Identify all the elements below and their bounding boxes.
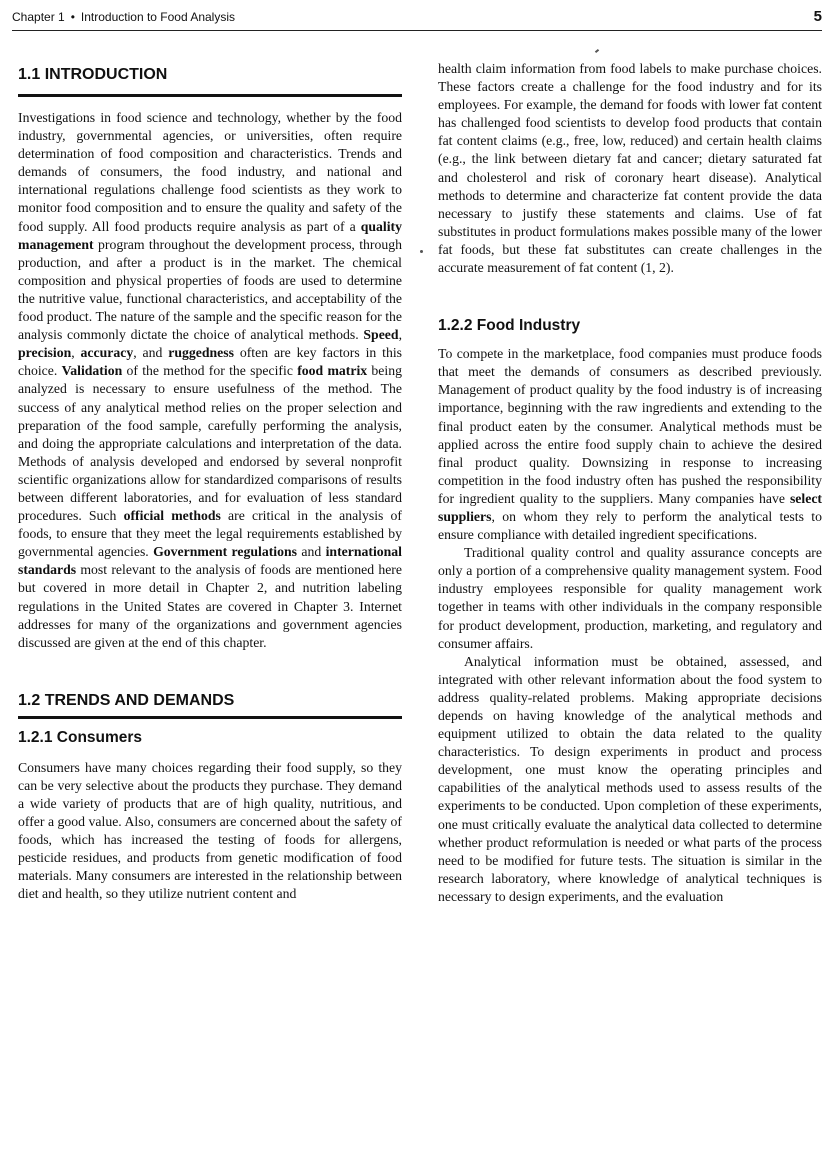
subsection-heading-food-industry: 1.2.2 Food Industry [438,317,581,335]
term-precision: precision [18,345,72,361]
subsection-heading-consumers: 1.2.1 Consumers [18,728,143,746]
term-government-regulations: Government regulations [153,544,298,560]
section-heading-trends: 1.2 TRENDS AND DEMANDS [18,688,402,719]
bullet-separator: • [70,10,75,24]
text-run: , on whom they rely to perform the analytical tests to ensure compliance with detailed ingredient specifications. [438,508,822,543]
food-industry-paragraph-1 [438,345,822,544]
food-industry-paragraph-3: Analytical information must be obtained, assessed, and integrated with other relevant information about the food system to address quality-related problems. Making appropriate decisions depends on having knowledge of the analytical methods and equipment utilized to obtain the data related to the quality characteristics. To design experiments in product and process development, one must know the operating principles and capabilities of the analytical methods used to assess results of the experiments to be conducted. Upon completion of these experiments, one must critically evaluate the analytical data collected to determine whether product reformulation is needed or what parts of the process need to be modified for future tests. The situation is similar in the research laboratory, where knowledge of analytical techniques is necessary to design experiments, and the evaluation [438,653,822,904]
term-official-methods: official methods [123,508,221,524]
term-speed: Speed [363,327,399,343]
stray-mark [595,49,599,53]
text-run: , and [133,345,169,361]
text-run: program throughout the development process, through production, and after a product is in the market. The chemical composition and physical properties of foods are used to determine the nutritive value, functional characteristics, and acceptability of the food product. The nature of the sample and the specific reason for the analysis commonly dictate the choice of analytical methods. [18,236,402,343]
right-column [438,60,822,906]
text-run: To compete in the marketplace, food companies must produce foods that meet the demands of consumers as described previously. Management of product quality by the food industry is of increasing importance, beginning with the raw ingredients and extending to the final product eaten by the consumer. Analytical methods must be applied across the entire food supply chain to achieve the desired final product quality. Downsizing in response to increasing competition in the food industry often has pushed the responsibility for ingredient quality to the suppliers. Many companies have [438,346,822,506]
chapter-label [12,10,235,24]
stray-dot [420,250,423,253]
text-run: being analyzed is necessary to ensure usefulness of the method. The success of any analytical method relies on the proper selection and preparation of the food sample, carefully performing the analysis, and doing the appropriate calculations and interpretation of the data. Methods of analysis developed and endorsed by several nonprofit scientific organizations allow for standardized comparisons of results between different laboratories, and for evaluation of less standard procedures. Such [18,363,402,524]
page-number: 5 [813,8,822,25]
consumers-paragraph-continued: health claim information from food labels to make purchase choices. These factors create a challenge for the food industry and for its employees. For example, the demand for foods with lower fat content has challenged food scientists to develop food products that contain fat content claims (e.g., free, low, reduced) and certain health claims (e.g., the link between dietary fat and cancer; dietary saturated fat and cholesterol and risk of coronary heart disease). Analytical methods to determine and characterize fat content provide the data necessary to justify these statements and claims. Use of fat substitutes in product formulations makes possible many of the lower fat foods, but these fat substitutes can create challenges in the accurate measurement of fat content (1, 2). [438,61,822,276]
intro-paragraph [18,109,402,652]
food-industry-paragraph-2: Traditional quality control and quality assurance concepts are only a portion of a comprehensive quality management system. Food industry employees responsible for quality management work together in teams with other individuals in the company responsible for product development, production, marketing, and regulatory and consumer affairs. [438,545,822,651]
text-run: often are key factors in this choice. [18,345,403,379]
text-run: , [398,327,402,343]
chapter-title: Introduction to Food Analysis [80,10,235,24]
text-run: Investigations in food science and technology, whether by the food industry, governmental agencies, or universities, often require determination of food composition and characteristics. Trends and demands of consumers, the food industry, and national and international regulations challenge food scientists as they work to monitor food composition and to ensure the quality and safety of the food supply. All food products require analysis as part of a [18,110,402,234]
term-international-standards: international standards [18,544,402,578]
term-food-matrix: food matrix [297,363,368,379]
text-run: most relevant to the analysis of foods are mentioned here but covered in more detail in Chapter 2, and nutrition labeling regulations in the United States are covered in Chapter 3. Internet addresses for many of the organizations and government agencies discussed are given at the end of this chapter. [18,562,402,650]
text-run: and [297,544,326,560]
term-quality-management: quality management [18,218,402,252]
text-run: are critical in the analysis of foods, to ensure that they meet the legal requirements established by governmental agencies. [18,508,403,560]
text-run: of the method for the specific [122,363,298,379]
term-ruggedness: ruggedness [168,345,234,361]
text-run: , [71,345,81,361]
chapter-number: Chapter 1 [12,10,65,24]
section-heading-introduction: 1.1 INTRODUCTION [18,60,402,97]
left-column [18,60,402,904]
term-accuracy: accuracy [80,345,134,361]
term-select-suppliers: select suppliers [438,490,822,524]
consumers-paragraph: Consumers have many choices regarding their food supply, so they can be very selective about the products they purchase. They demand a wide variety of products that are of high quality, nutritious, and offer a good value. Also, consumers are concerned about the safety of foods, which has increased the testing of foods for allergens, pesticide residues, and products from genetic modification of food materials. Many consumers are interested in the relationship between diet and health, so they utilize nutrient content and [18,759,402,902]
term-validation: Validation [61,363,123,379]
running-head [12,8,822,31]
